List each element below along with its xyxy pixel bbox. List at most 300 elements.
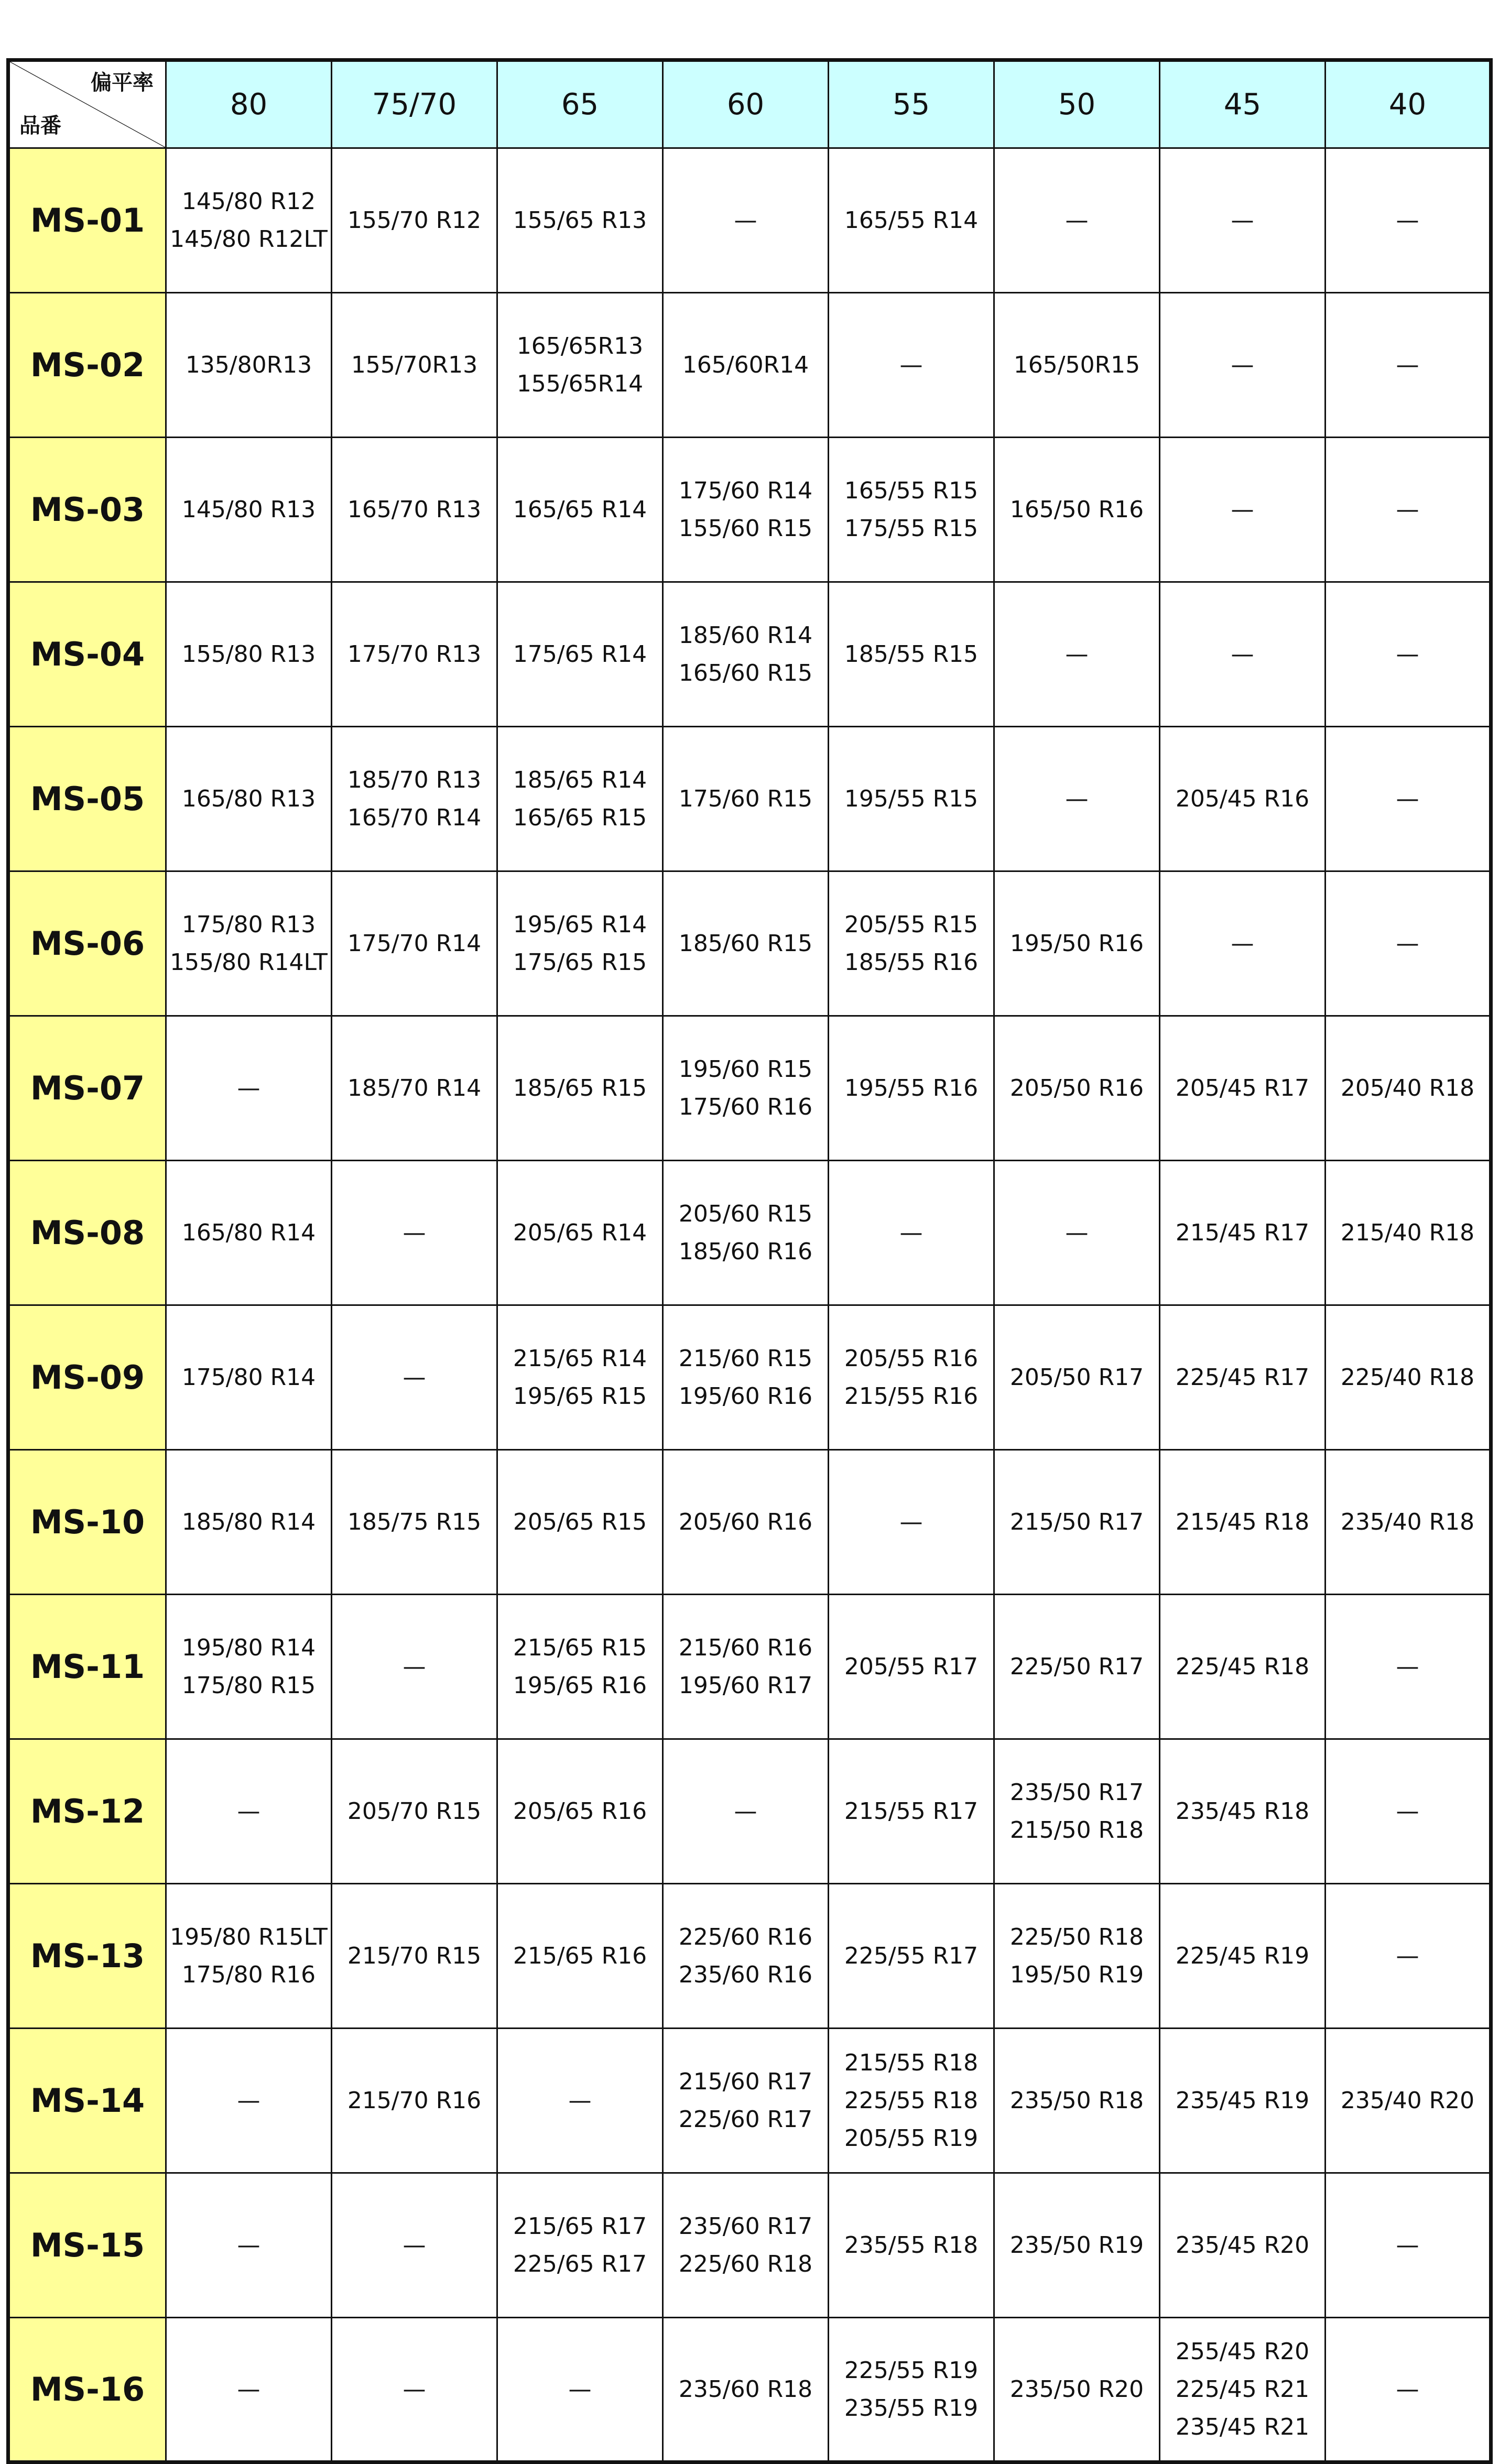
tire-size-text: 225/60 R16 — [678, 1923, 813, 1950]
tire-size-text: 235/45 R18 — [1175, 1797, 1310, 1825]
tire-size-cell — [1160, 727, 1326, 871]
tire-size-text: — — [1396, 351, 1419, 378]
tire-size-text: 165/65R13 — [516, 332, 644, 359]
tire-size-text: — — [403, 1219, 426, 1246]
tire-size-cell — [1160, 2029, 1326, 2173]
tire-size-text: 195/50 R19 — [1009, 1961, 1144, 1988]
tire-size-text: 155/80 R13 — [181, 640, 316, 668]
tire-size-text: — — [1231, 930, 1254, 957]
tire-size-text: — — [734, 1797, 757, 1825]
tire-size-cell — [332, 1450, 497, 1595]
tire-size-cell — [497, 2029, 663, 2173]
tire-size-cell — [663, 148, 829, 293]
tire-size-cell — [166, 2029, 332, 2173]
tire-size-cell — [166, 2173, 332, 2318]
tire-size-text: — — [899, 351, 923, 378]
tire-size-text: 165/70 R13 — [347, 496, 482, 523]
tire-size-text: 205/55 R15 — [844, 911, 979, 938]
tire-size-cell — [829, 2029, 994, 2173]
tire-size-text: 185/60 R15 — [678, 930, 813, 957]
tire-size-cell — [663, 1016, 829, 1161]
model-number-header-label: 品番 — [19, 114, 61, 138]
tire-size-cell — [332, 438, 497, 582]
tire-size-cell — [497, 871, 663, 1016]
ratio-header-cell: 65 — [497, 60, 663, 148]
tire-size-text: — — [899, 1219, 923, 1246]
model-number-cell: MS-06 — [8, 871, 166, 1016]
tire-size-cell — [332, 2173, 497, 2318]
tire-size-text: 185/60 R16 — [678, 1238, 813, 1265]
table-body — [8, 148, 1491, 2462]
tire-size-text: 175/65 R15 — [513, 948, 647, 976]
tire-size-cell — [1326, 1450, 1491, 1595]
tire-size-text: — — [1231, 640, 1254, 668]
tire-size-text: 215/65 R16 — [513, 1942, 647, 1969]
tire-size-cell — [994, 727, 1160, 871]
tire-size-text: 235/50 R18 — [1009, 2087, 1144, 2114]
model-number-cell: MS-08 — [8, 1161, 166, 1305]
tire-size-cell — [1326, 1884, 1491, 2029]
tire-size-text: 185/55 R15 — [844, 640, 979, 668]
tire-size-text: 195/65 R14 — [513, 911, 647, 938]
tire-size-text: 235/45 R20 — [1175, 2231, 1310, 2259]
tire-size-cell — [1160, 1739, 1326, 1884]
tire-size-text: 215/60 R15 — [678, 1345, 813, 1372]
tire-size-text: 175/80 R13 — [181, 911, 316, 938]
tire-size-cell — [994, 1305, 1160, 1450]
tire-size-text: 175/70 R13 — [347, 640, 482, 668]
tire-size-table — [6, 58, 1493, 2464]
tire-size-text: — — [1231, 206, 1254, 234]
tire-size-text: 215/45 R17 — [1175, 1219, 1310, 1246]
tire-size-text: 175/60 R15 — [678, 785, 813, 812]
ratio-header-cell: 60 — [663, 60, 829, 148]
tire-size-text: 235/60 R18 — [678, 2375, 813, 2403]
tire-size-cell — [497, 727, 663, 871]
tire-size-cell — [166, 1595, 332, 1739]
tire-size-cell — [166, 1450, 332, 1595]
tire-size-text: 165/50R15 — [1013, 351, 1140, 378]
tire-size-text: 165/65 R14 — [513, 496, 647, 523]
tire-size-text: 255/45 R20 — [1175, 2338, 1310, 2365]
tire-size-cell — [663, 1595, 829, 1739]
tire-size-cell — [663, 2029, 829, 2173]
tire-size-text: 175/55 R15 — [844, 515, 979, 542]
tire-size-text: 225/55 R19 — [844, 2357, 979, 2384]
tire-size-text: 175/65 R14 — [513, 640, 647, 668]
tire-size-cell — [1160, 1305, 1326, 1450]
tire-size-text: — — [1396, 640, 1419, 668]
tire-size-text: — — [403, 2375, 426, 2403]
tire-size-text: 235/55 R18 — [844, 2231, 979, 2259]
tire-size-text: 185/70 R13 — [347, 766, 482, 793]
tire-size-text: 215/60 R16 — [678, 1634, 813, 1661]
tire-size-text: — — [1396, 496, 1419, 523]
tire-size-text: 235/40 R18 — [1340, 1508, 1475, 1535]
tire-size-cell — [1326, 727, 1491, 871]
tire-size-text: 165/70 R14 — [347, 804, 482, 831]
model-number-cell: MS-02 — [8, 293, 166, 438]
tire-size-cell — [166, 1016, 332, 1161]
tire-size-text: 215/70 R16 — [347, 2087, 482, 2114]
tire-size-text: 195/60 R15 — [678, 1055, 813, 1083]
tire-size-cell — [332, 2029, 497, 2173]
tire-size-text: 155/70R13 — [351, 351, 478, 378]
tire-size-cell — [663, 293, 829, 438]
tire-size-text: — — [1396, 1797, 1419, 1825]
tire-size-text: 185/75 R15 — [347, 1508, 482, 1535]
tire-size-text: 155/80 R14LT — [170, 948, 328, 976]
tire-size-text: 195/50 R16 — [1009, 930, 1144, 957]
tire-size-text: 185/60 R14 — [678, 622, 813, 649]
table-row — [8, 1450, 1491, 1595]
tire-size-cell — [332, 727, 497, 871]
tire-size-text: 155/65 R13 — [513, 206, 647, 234]
tire-size-text: — — [237, 1797, 260, 1825]
tire-size-text: 165/50 R16 — [1009, 496, 1144, 523]
tire-size-cell — [994, 871, 1160, 1016]
tire-size-cell — [829, 2173, 994, 2318]
tire-size-cell — [663, 2173, 829, 2318]
ratio-header-cell: 45 — [1160, 60, 1326, 148]
model-number-cell: MS-01 — [8, 148, 166, 293]
tire-size-text: 215/45 R18 — [1175, 1508, 1310, 1535]
tire-size-cell — [1326, 1305, 1491, 1450]
tire-size-cell — [1326, 1161, 1491, 1305]
tire-size-text: 165/55 R15 — [844, 477, 979, 504]
tire-size-cell — [1326, 1739, 1491, 1884]
tire-size-text: 205/65 R15 — [513, 1508, 647, 1535]
tire-size-cell — [994, 293, 1160, 438]
tire-size-text: — — [237, 1074, 260, 1102]
tire-size-text: 225/55 R17 — [844, 1942, 979, 1969]
tire-size-text: 225/45 R19 — [1175, 1942, 1310, 1969]
ratio-header-cell: 80 — [166, 60, 332, 148]
tire-size-cell — [1160, 1884, 1326, 2029]
tire-size-cell — [994, 1016, 1160, 1161]
tire-size-cell — [994, 1161, 1160, 1305]
model-number-cell: MS-15 — [8, 2173, 166, 2318]
tire-size-cell — [166, 1884, 332, 2029]
tire-size-cell — [663, 582, 829, 727]
tire-size-cell — [829, 1739, 994, 1884]
ratio-header-cell: 50 — [994, 60, 1160, 148]
tire-size-text: 225/45 R21 — [1175, 2375, 1310, 2403]
tire-size-cell — [829, 2318, 994, 2462]
tire-size-cell — [829, 1450, 994, 1595]
tire-size-cell — [497, 1884, 663, 2029]
tire-size-cell — [829, 148, 994, 293]
model-number-cell: MS-10 — [8, 1450, 166, 1595]
table-row — [8, 2173, 1491, 2318]
tire-size-cell — [1326, 2173, 1491, 2318]
tire-size-text: 225/65 R17 — [513, 2250, 647, 2277]
tire-size-text: 185/80 R14 — [181, 1508, 316, 1535]
tire-size-cell — [166, 148, 332, 293]
tire-size-text: 235/45 R19 — [1175, 2087, 1310, 2114]
tire-size-text: 225/60 R18 — [678, 2250, 813, 2277]
table-row — [8, 582, 1491, 727]
tire-size-cell — [166, 727, 332, 871]
tire-size-text: 185/65 R14 — [513, 766, 647, 793]
tire-size-cell — [1160, 1016, 1326, 1161]
tire-size-cell — [829, 293, 994, 438]
tire-size-cell — [994, 148, 1160, 293]
tire-size-text: 215/65 R15 — [513, 1634, 647, 1661]
tire-size-cell — [497, 1739, 663, 1884]
tire-size-cell — [1160, 1450, 1326, 1595]
tire-size-cell — [166, 1161, 332, 1305]
tire-size-text: — — [1065, 785, 1089, 812]
tire-size-cell — [994, 1739, 1160, 1884]
tire-size-text: — — [568, 2087, 592, 2114]
tire-size-text: 195/65 R15 — [513, 1382, 647, 1410]
tire-size-text: — — [734, 206, 757, 234]
tire-size-cell — [994, 2318, 1160, 2462]
table-row — [8, 727, 1491, 871]
tire-size-text: — — [1396, 206, 1419, 234]
tire-size-cell — [1160, 148, 1326, 293]
aspect-ratio-header-label: 偏平率 — [91, 71, 154, 95]
tire-size-cell — [166, 438, 332, 582]
tire-size-text: 165/55 R14 — [844, 206, 979, 234]
tire-size-cell — [332, 871, 497, 1016]
tire-size-cell — [829, 1305, 994, 1450]
tire-size-cell — [663, 1305, 829, 1450]
tire-size-text: 195/65 R16 — [513, 1672, 647, 1699]
model-number-cell: MS-16 — [8, 2318, 166, 2462]
header-row — [8, 60, 1491, 148]
tire-size-text: 205/55 R16 — [844, 1345, 979, 1372]
tire-size-cell — [332, 2318, 497, 2462]
tire-size-cell — [332, 1305, 497, 1450]
tire-size-text: 175/60 R14 — [678, 477, 813, 504]
tire-size-text: 175/60 R16 — [678, 1093, 813, 1120]
tire-size-text: — — [1396, 930, 1419, 957]
tire-size-text: 215/50 R18 — [1009, 1816, 1144, 1844]
tire-size-cell — [829, 582, 994, 727]
tire-size-text: 235/45 R21 — [1175, 2413, 1310, 2440]
tire-size-cell — [497, 1016, 663, 1161]
tire-size-text: 165/65 R15 — [513, 804, 647, 831]
tire-size-cell — [663, 1161, 829, 1305]
tire-size-text: 225/50 R18 — [1009, 1923, 1144, 1950]
tire-size-text: 235/50 R20 — [1009, 2375, 1144, 2403]
model-number-cell: MS-09 — [8, 1305, 166, 1450]
tire-size-cell — [497, 148, 663, 293]
tire-size-text: 145/80 R13 — [181, 496, 316, 523]
tire-size-cell — [663, 1450, 829, 1595]
tire-size-cell — [166, 293, 332, 438]
tire-size-cell — [332, 1016, 497, 1161]
tire-size-cell — [994, 438, 1160, 582]
tire-size-text: — — [1065, 1219, 1089, 1246]
model-number-cell: MS-11 — [8, 1595, 166, 1739]
tire-size-cell — [663, 2318, 829, 2462]
tire-size-cell — [332, 1884, 497, 2029]
tire-size-text: — — [899, 1508, 923, 1535]
tire-size-text: 205/50 R16 — [1009, 1074, 1144, 1102]
tire-size-cell — [1326, 1595, 1491, 1739]
tire-size-text: 155/65R14 — [516, 370, 644, 397]
tire-size-cell — [829, 1595, 994, 1739]
tire-size-text: 235/60 R17 — [678, 2212, 813, 2240]
tire-size-cell — [332, 148, 497, 293]
tire-size-text: 205/65 R14 — [513, 1219, 647, 1246]
tire-size-cell — [166, 1739, 332, 1884]
tire-size-text: 175/80 R16 — [181, 1961, 316, 1988]
tire-size-cell — [1326, 1016, 1491, 1161]
tire-size-cell — [497, 1305, 663, 1450]
tire-size-text: — — [403, 1364, 426, 1391]
tire-size-text: — — [1231, 496, 1254, 523]
tire-size-text: 225/60 R17 — [678, 2106, 813, 2133]
tire-size-cell — [1160, 2173, 1326, 2318]
tire-size-text: 135/80R13 — [185, 351, 312, 378]
tire-size-text: 195/80 R14 — [181, 1634, 316, 1661]
tire-size-cell — [1160, 2318, 1326, 2462]
tire-size-cell — [829, 727, 994, 871]
table-row — [8, 1595, 1491, 1739]
ratio-header-cell: 40 — [1326, 60, 1491, 148]
tire-size-cell — [994, 2029, 1160, 2173]
tire-size-text: 205/55 R17 — [844, 1653, 979, 1680]
tire-size-text: 215/50 R17 — [1009, 1508, 1144, 1535]
tire-size-text: 185/55 R16 — [844, 948, 979, 976]
tire-size-text: 225/50 R17 — [1009, 1653, 1144, 1680]
tire-size-text: 175/80 R15 — [181, 1672, 316, 1699]
tire-size-cell — [497, 438, 663, 582]
tire-size-cell — [663, 438, 829, 582]
tire-size-text: 205/45 R17 — [1175, 1074, 1310, 1102]
tire-size-text: 165/80 R13 — [181, 785, 316, 812]
tire-size-cell — [1326, 438, 1491, 582]
tire-size-cell — [994, 1595, 1160, 1739]
tire-size-text: 215/65 R17 — [513, 2212, 647, 2240]
tire-size-text: 165/60 R15 — [678, 659, 813, 686]
tire-size-text: — — [403, 1653, 426, 1680]
tire-size-text: 205/65 R16 — [513, 1797, 647, 1825]
tire-size-cell — [1326, 2318, 1491, 2462]
tire-size-text: — — [403, 2231, 426, 2259]
table-row — [8, 871, 1491, 1016]
tire-size-text: 225/40 R18 — [1340, 1364, 1475, 1391]
tire-size-cell — [994, 1450, 1160, 1595]
tire-size-cell — [994, 1884, 1160, 2029]
tire-size-cell — [1160, 438, 1326, 582]
tire-size-text: 215/65 R14 — [513, 1345, 647, 1372]
model-number-cell: MS-04 — [8, 582, 166, 727]
tire-size-cell — [829, 871, 994, 1016]
table-row — [8, 293, 1491, 438]
tire-size-text: 175/80 R14 — [181, 1364, 316, 1391]
tire-size-text: 195/60 R16 — [678, 1382, 813, 1410]
tire-size-cell — [1160, 871, 1326, 1016]
tire-size-cell — [1326, 871, 1491, 1016]
tire-size-text: — — [1396, 1942, 1419, 1969]
tire-size-text: — — [1065, 640, 1089, 668]
tire-size-text: — — [568, 2375, 592, 2403]
tire-size-text: — — [1065, 206, 1089, 234]
tire-size-cell — [663, 1884, 829, 2029]
tire-size-text: 215/55 R16 — [844, 1382, 979, 1410]
tire-size-cell — [332, 1739, 497, 1884]
tire-size-text: 205/60 R15 — [678, 1200, 813, 1227]
tire-size-text: 185/65 R15 — [513, 1074, 647, 1102]
tire-size-text: 205/70 R15 — [347, 1797, 482, 1825]
tire-size-cell — [497, 1595, 663, 1739]
tire-size-cell — [332, 293, 497, 438]
tire-size-cell — [497, 2173, 663, 2318]
tire-size-text: — — [1396, 2375, 1419, 2403]
tire-size-text: 155/60 R15 — [678, 515, 813, 542]
tire-size-cell — [829, 1884, 994, 2029]
tire-size-text: 215/55 R18 — [844, 2049, 979, 2076]
tire-size-cell — [829, 1016, 994, 1161]
tire-size-text: 175/70 R14 — [347, 930, 482, 957]
tire-size-cell — [663, 1739, 829, 1884]
table-row — [8, 1305, 1491, 1450]
tire-size-text: — — [237, 2087, 260, 2114]
tire-size-text: 225/45 R17 — [1175, 1364, 1310, 1391]
tire-size-text: 195/60 R17 — [678, 1672, 813, 1699]
table-row — [8, 1016, 1491, 1161]
ratio-header-cell: 55 — [829, 60, 994, 148]
tire-size-cell — [166, 2318, 332, 2462]
tire-size-text: 205/45 R16 — [1175, 785, 1310, 812]
tire-size-text: — — [237, 2375, 260, 2403]
tire-size-cell — [829, 1161, 994, 1305]
tire-size-cell — [829, 438, 994, 582]
tire-size-text: 145/80 R12LT — [170, 225, 328, 253]
tire-size-text: 205/60 R16 — [678, 1508, 813, 1535]
table-row — [8, 438, 1491, 582]
tire-size-cell — [1326, 2029, 1491, 2173]
tire-size-text: — — [1396, 1653, 1419, 1680]
tire-size-cell — [166, 1305, 332, 1450]
model-number-cell: MS-07 — [8, 1016, 166, 1161]
model-number-cell: MS-13 — [8, 1884, 166, 2029]
tire-size-text: — — [237, 2231, 260, 2259]
table-row — [8, 1884, 1491, 2029]
tire-size-cell — [332, 1161, 497, 1305]
tire-size-text: 215/55 R17 — [844, 1797, 979, 1825]
tire-size-text: 145/80 R12 — [181, 188, 316, 215]
tire-size-cell — [497, 293, 663, 438]
tire-size-text: — — [1396, 785, 1419, 812]
tire-size-text: 195/55 R16 — [844, 1074, 979, 1102]
tire-size-text: 165/60R14 — [682, 351, 809, 378]
tire-size-text: — — [1231, 351, 1254, 378]
tire-size-cell — [1160, 1595, 1326, 1739]
model-number-cell: MS-12 — [8, 1739, 166, 1884]
table-row — [8, 1739, 1491, 1884]
tire-size-text: 195/55 R15 — [844, 785, 979, 812]
tire-size-text: 185/70 R14 — [347, 1074, 482, 1102]
tire-size-text: 215/60 R17 — [678, 2068, 813, 2095]
tire-size-text: 155/70 R12 — [347, 206, 482, 234]
tire-size-cell — [663, 727, 829, 871]
tire-size-text: 215/40 R18 — [1340, 1219, 1475, 1246]
corner-header-cell — [8, 60, 166, 148]
tire-size-text: 205/50 R17 — [1009, 1364, 1144, 1391]
tire-size-text: — — [1396, 2231, 1419, 2259]
ratio-header-cell: 75/70 — [332, 60, 497, 148]
tire-size-cell — [497, 1450, 663, 1595]
tire-size-text: 235/40 R20 — [1340, 2087, 1475, 2114]
tire-size-text: 165/80 R14 — [181, 1219, 316, 1246]
tire-size-cell — [994, 2173, 1160, 2318]
